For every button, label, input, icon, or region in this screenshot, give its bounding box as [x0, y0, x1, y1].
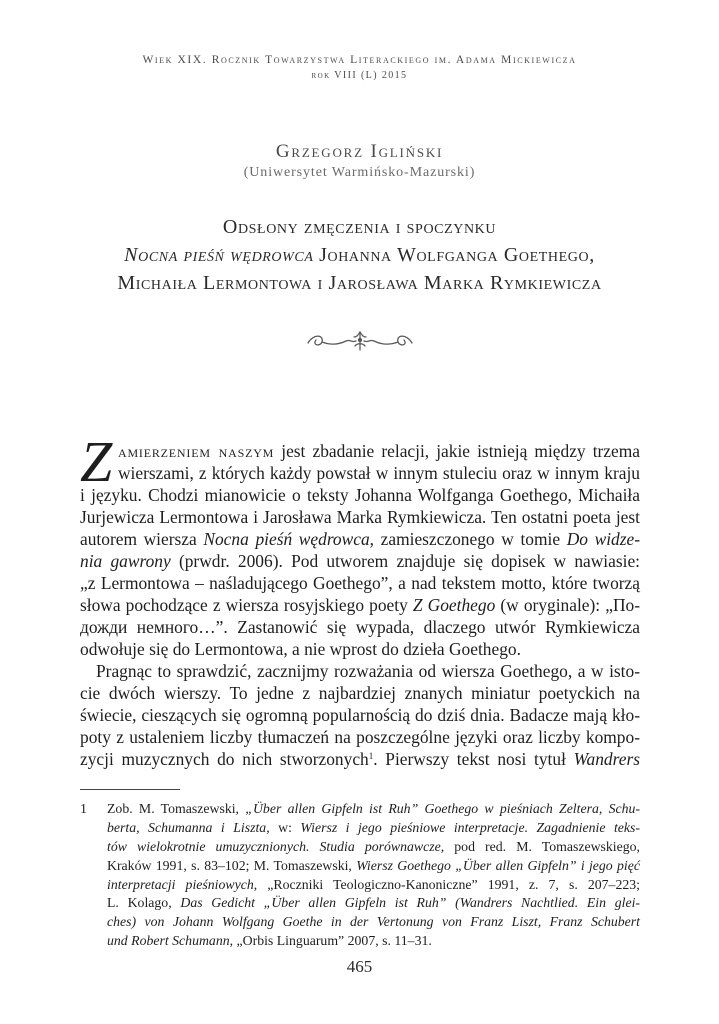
text-line: дожди немного…”. Zastanowić się wypada, dlaczego utwór Rymkiewicza	[80, 617, 640, 637]
text-span: (w oryginale): „По-	[495, 595, 640, 615]
author-affiliation: (Uniwersytet Warmińsko-Mazurski)	[243, 165, 476, 180]
drop-cap: Z	[80, 429, 113, 494]
text-span: pod red. M. Tomaszewskiego,	[444, 838, 641, 854]
footnote-line	[107, 800, 640, 819]
text-span: L. Kolago,	[107, 895, 181, 911]
text-line: Pragnąc to sprawdzić, zacznijmy rozważania od wiersza Goethego, a w isto-	[96, 661, 640, 681]
italic-title: Das Gedicht „Über allen Gipfeln ist Ruh” (Wandrers Nachtlied. Ein glei-	[180, 895, 641, 911]
text-span: , w:	[266, 819, 301, 835]
text-span: . Pierwszy tekst nosi tytuł	[373, 749, 574, 769]
italic-title: und Robert Schumann	[107, 933, 230, 949]
italic-title: berta, Schumanna i Liszta	[107, 819, 267, 835]
footnote-line	[107, 876, 640, 895]
italic-title: Z Goethego	[412, 595, 496, 615]
text-line: świecie, cieszących się ogromną popularnością do dziś dnia. Badacze mają kło-	[80, 705, 640, 725]
italic-title: ches) von Johann Wolfgang Goethe in der Vertonung von Franz Liszt, Franz Schubert	[107, 914, 640, 930]
author-name: Grzegorz Igliński	[275, 141, 444, 162]
footnote-line	[107, 932, 640, 951]
text-span: słowa pochodzące z wiersza rosyjskiego poety	[80, 595, 413, 615]
footnote-line	[107, 894, 640, 913]
body-text	[80, 440, 640, 770]
text-line	[80, 550, 640, 572]
text-line	[80, 440, 640, 462]
running-head-volume: rok VIII (L) 2015	[311, 70, 408, 81]
footnote-line	[107, 913, 640, 932]
text-span: (prwdr. 2006). Pod utworem znajduje się dopisek w nawiasie:	[170, 551, 640, 571]
text-span: Zob. M. Tomaszewski,	[107, 801, 246, 816]
text-line	[80, 594, 640, 616]
footnote	[107, 800, 640, 951]
title-line-3: Michaiła Lermontowa i Jarosława Marka Rymkiewicza	[117, 272, 602, 294]
text-span: jest zbadanie relacji, jakie istnieją między trzema	[274, 441, 640, 461]
italic-title: Wiersz i jego pieśniowe interpretacje. Zagadnienie teks-	[300, 819, 641, 835]
italic-title: interpretacji pieśniowych	[107, 876, 254, 892]
text-line: „z Lermontowa – naśladującego Goethego”, a nad tekstem motto, które tworzą	[80, 573, 640, 593]
italic-title: Nocna pieśń wędrowca	[203, 529, 370, 549]
footnote-reference[interactable]: 1	[368, 751, 374, 761]
italic-title: Wiersz Goethego „Über allen Gipfeln” i jego pięć	[356, 857, 640, 873]
text-line: poty z ustaleniem liczby tłumaczeń na poszczególne języki oraz liczby kompo-	[80, 727, 640, 747]
footnote-line	[107, 838, 640, 857]
text-line: wierszami, z których każdy powstał w innym stuleciu oraz w innym kraju	[118, 463, 640, 483]
italic-title: Wandrers	[573, 749, 640, 769]
text-line	[80, 528, 640, 550]
text-span: , „Roczniki Teologiczno-Kanoniczne” 1991, z. 7, s. 207–223;	[253, 876, 640, 892]
text-span: autorem wiersza	[80, 529, 204, 549]
running-head-journal: Wiek XIX. Rocznik Towarzystwa Literackiego im. Adama Mickiewicza	[142, 54, 577, 66]
text-span: Kraków 1991, s. 83–102; M. Tomaszewski,	[107, 857, 357, 873]
text-line: odwołuje się do Lermontowa, a nie wprost do dzieła Goethego.	[80, 639, 521, 659]
text-span: zycji muzycznych do nich stworzonych	[80, 749, 369, 769]
text-span: , „Orbis Linguarum” 2007, s. 11–31.	[229, 933, 432, 949]
title-line-2-rest: Johanna Wolfganga Goethego,	[313, 244, 595, 266]
small-caps-opening: amierzeniem naszym	[118, 441, 275, 461]
text-line	[80, 748, 640, 770]
title-italic-work: Nocna pieśń wędrowca	[124, 244, 314, 266]
footnote-line	[107, 819, 640, 838]
footnote-number: 1	[80, 802, 87, 817]
italic-title: tów wielokrotnie umuzycznionych. Studia porównawcze,	[107, 838, 445, 854]
text-span: , zamieszczonego w tomie	[369, 529, 567, 549]
title-line-2	[40, 241, 679, 269]
footnote-separator	[80, 789, 180, 790]
page-number: 465	[346, 957, 373, 976]
italic-title: Do widze-	[566, 529, 641, 549]
text-line: cie dwóch wierszy. To jedne z najbardziej znanych miniatur poetyckich na	[80, 683, 640, 703]
italic-title: „Über allen Gipfeln ist Ruh” Goethego w pieśniach Zeltera, Schu-	[245, 801, 640, 816]
footnote-line	[107, 857, 640, 876]
title-line-1: Odsłony zmęczenia i spoczynku	[222, 216, 497, 238]
fleuron-ornament-icon	[300, 325, 420, 355]
italic-title: nia gawrony	[80, 551, 171, 571]
article-title	[40, 213, 679, 297]
text-line: Jurjewicza Lermontowa i Jarosława Marka Rymkiewicza. Ten ostatni poeta jest	[80, 507, 640, 527]
text-line: i języku. Chodzi mianowicie o teksty Johanna Wolfganga Goethego, Michaiła	[80, 485, 640, 505]
